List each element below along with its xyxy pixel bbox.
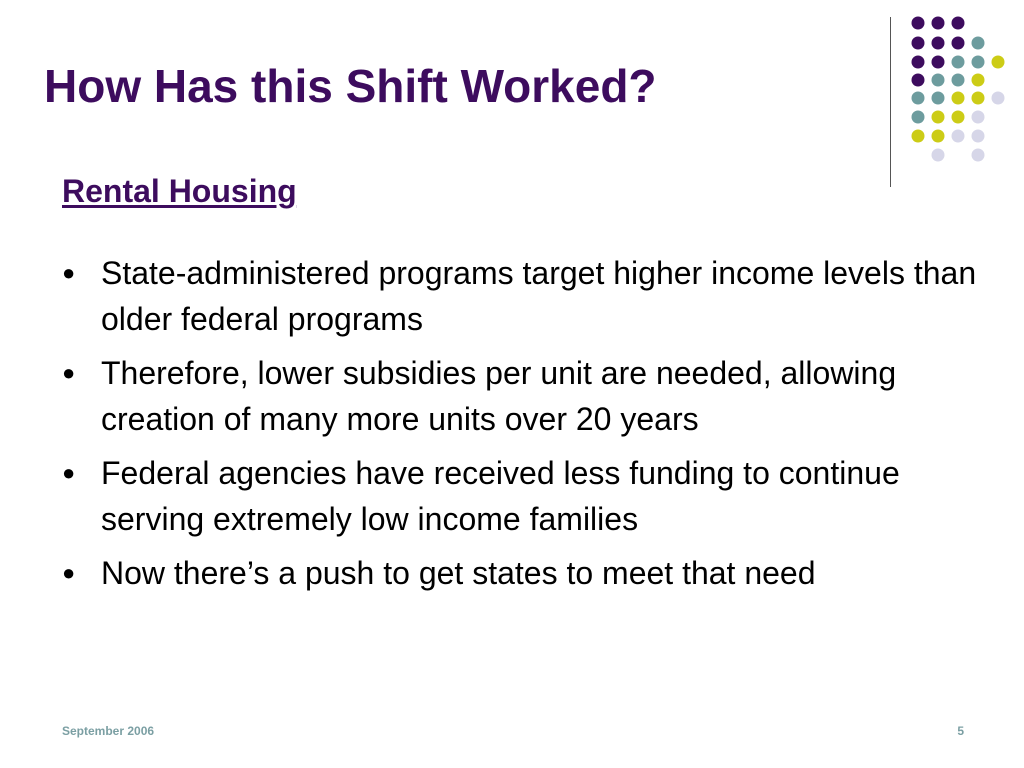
decorative-dot [912,74,925,87]
decorative-dot [932,149,945,162]
decorative-dot [972,92,985,105]
decorative-dot [932,37,945,50]
decorative-dot [952,74,965,87]
bullet-item [62,550,982,596]
decorative-dot [912,56,925,69]
bullet-item [62,250,982,342]
decorative-dot [952,17,965,30]
decorative-dot [932,17,945,30]
decorative-dot [992,92,1005,105]
slide-title: How Has this Shift Worked? [44,60,657,112]
decorative-dot [912,111,925,124]
slide-subtitle: Rental Housing [62,173,297,209]
decorative-dot [972,56,985,69]
footer-date: September 2006 [62,724,155,738]
decorative-dot [932,56,945,69]
decorative-dot [972,149,985,162]
decorative-dot [912,37,925,50]
bullet-dot-icon: ● [62,260,76,285]
decorative-dot [972,111,985,124]
decorative-dot [952,130,965,143]
bullet-text: Now there’s a push to get states to meet that need [101,555,816,591]
bullet-text: Therefore, lower subsidies per unit are needed, allowing creation of many more units over 20 years [101,355,897,437]
bullet-dot-icon: ● [62,360,76,385]
decorative-dot [972,130,985,143]
decorative-dot [912,17,925,30]
decorative-dot [912,130,925,143]
decorative-dot [972,74,985,87]
slide-number: 5 [957,724,964,738]
decorative-dot [932,111,945,124]
decorative-dot [992,56,1005,69]
bullet-text: State-administered programs target higher income levels than older federal programs [101,255,977,337]
decorative-dot [952,37,965,50]
decorative-dot [952,111,965,124]
decorative-dot [932,130,945,143]
bullet-list [62,250,982,604]
decorative-dot [952,56,965,69]
decorative-dot [972,37,985,50]
bullet-dot-icon: ● [62,460,76,485]
bullet-text: Federal agencies have received less funding to continue serving extremely low income families [101,455,900,537]
decorative-dot [952,92,965,105]
decorative-dot [932,92,945,105]
bullet-dot-icon: ● [62,560,76,585]
bullet-item [62,350,982,442]
bullet-item [62,450,982,542]
decorative-dot [912,92,925,105]
decorative-dot [932,74,945,87]
